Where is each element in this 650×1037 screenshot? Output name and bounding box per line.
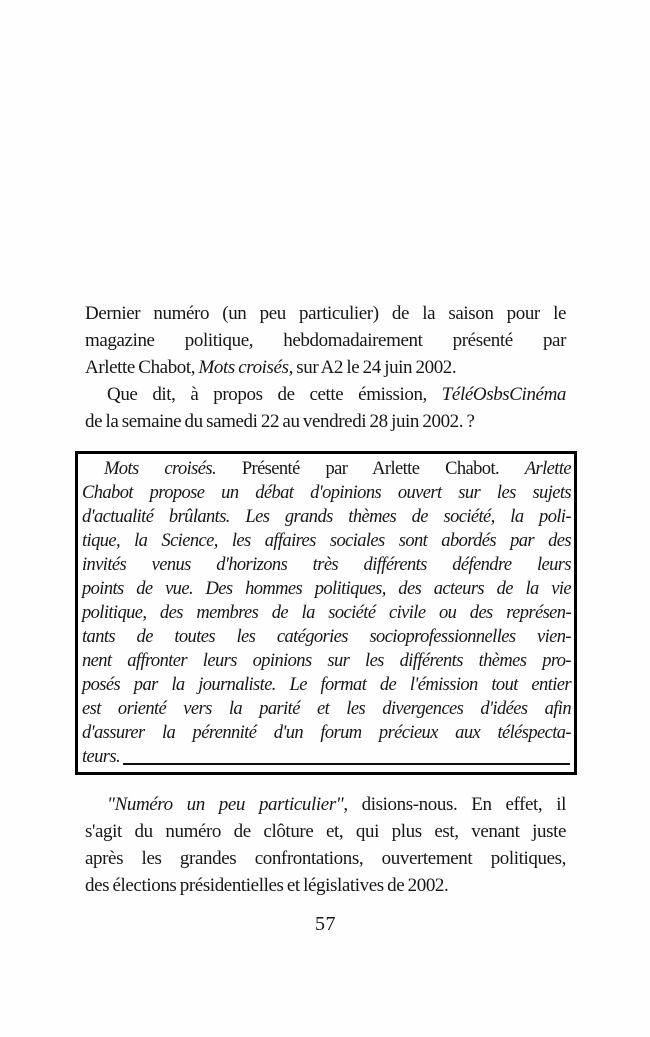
text-segment: Présenté par Arlette Chabot. [215,459,525,479]
text-line [85,408,566,435]
text-segment: magazine politique, hebdomadairement présenté par [85,330,566,351]
text-segment: Que dit, à propos de cette émission, [107,384,442,405]
page-content [82,300,571,938]
italic-text-segment: Mots croisés. [104,459,216,479]
paragraph-intro [85,300,566,381]
text-line [82,721,571,745]
text-segment: , disions-nous. En effet, il [343,794,566,815]
text-line [82,529,571,553]
text-line [82,457,571,481]
italic-text-segment: "Numéro un peu particulier" [107,794,344,815]
paragraph-question [85,381,566,435]
text-line [82,649,571,673]
text-line [85,381,566,408]
text-line [82,481,571,505]
text-segment: des élections présidentielles et législatives de 2002. [85,875,449,896]
italic-text-segment: tique, la Science, les affaires sociales sont abordés par des [82,531,571,551]
text-line [82,553,571,577]
text-line [85,872,566,899]
italic-text-segment: tants de toutes les catégories socioprofessionnelles vien- [82,627,571,647]
italic-text-segment: Mots croisés, [198,357,293,378]
italic-text-segment: Arlette [524,459,571,479]
text-segment: de la semaine du samedi 22 au vendredi 28 juin 2002. ? [85,411,475,432]
italic-text-segment: invités venus d'horizons très différents défendre leurs [82,555,571,575]
text-line [82,697,571,721]
text-line [85,300,566,327]
italic-text-segment: teurs. [82,747,121,767]
italic-text-segment: posés par la journaliste. Le format de l'émission tout entier [82,675,571,695]
text-line [82,505,571,529]
text-line [82,625,571,649]
text-line [82,577,571,601]
text-line [85,327,566,354]
text-line [85,818,566,845]
page-number: 57 [315,913,336,935]
italic-text-segment: est orienté vers la parité et les divergences d'idées afin [82,699,571,719]
italic-text-segment: Chabot propose un débat d'opinions ouvert sur les sujets [82,483,571,503]
text-segment: Dernier numéro (un peu particulier) de la saison pour le [85,303,566,324]
italic-text-segment: points de vue. Des hommes politiques, des acteurs de la vie [82,579,571,599]
baseline-rule [123,763,570,765]
text-line [85,354,566,381]
paragraph-closing [85,791,566,899]
text-line [82,601,571,625]
text-line [85,791,566,818]
italic-text-segment: nent affronter leurs opinions sur les différents thèmes pro- [82,651,571,671]
italic-text-segment: d'assurer la pérennité d'un forum précieux aux téléspecta- [82,723,571,743]
text-line [82,673,571,697]
text-segment: après les grandes confrontations, ouvertement politiques, [85,848,566,869]
italic-text-segment: TéléOsbsCinéma [441,384,566,405]
italic-text-segment: d'actualité brûlants. Les grands thèmes de société, la poli- [82,507,571,527]
text-line [85,845,566,872]
text-segment: Arlette Chabot, [85,357,199,378]
italic-text-segment: politique, des membres de la société civile ou des représen- [82,603,571,623]
text-segment: s'agit du numéro de clôture et, qui plus est, venant juste [85,821,566,842]
program-description-box [75,451,577,775]
text-line [82,745,571,769]
boxed-text [82,457,571,769]
text-segment: sur A2 le 24 juin 2002. [292,357,457,378]
